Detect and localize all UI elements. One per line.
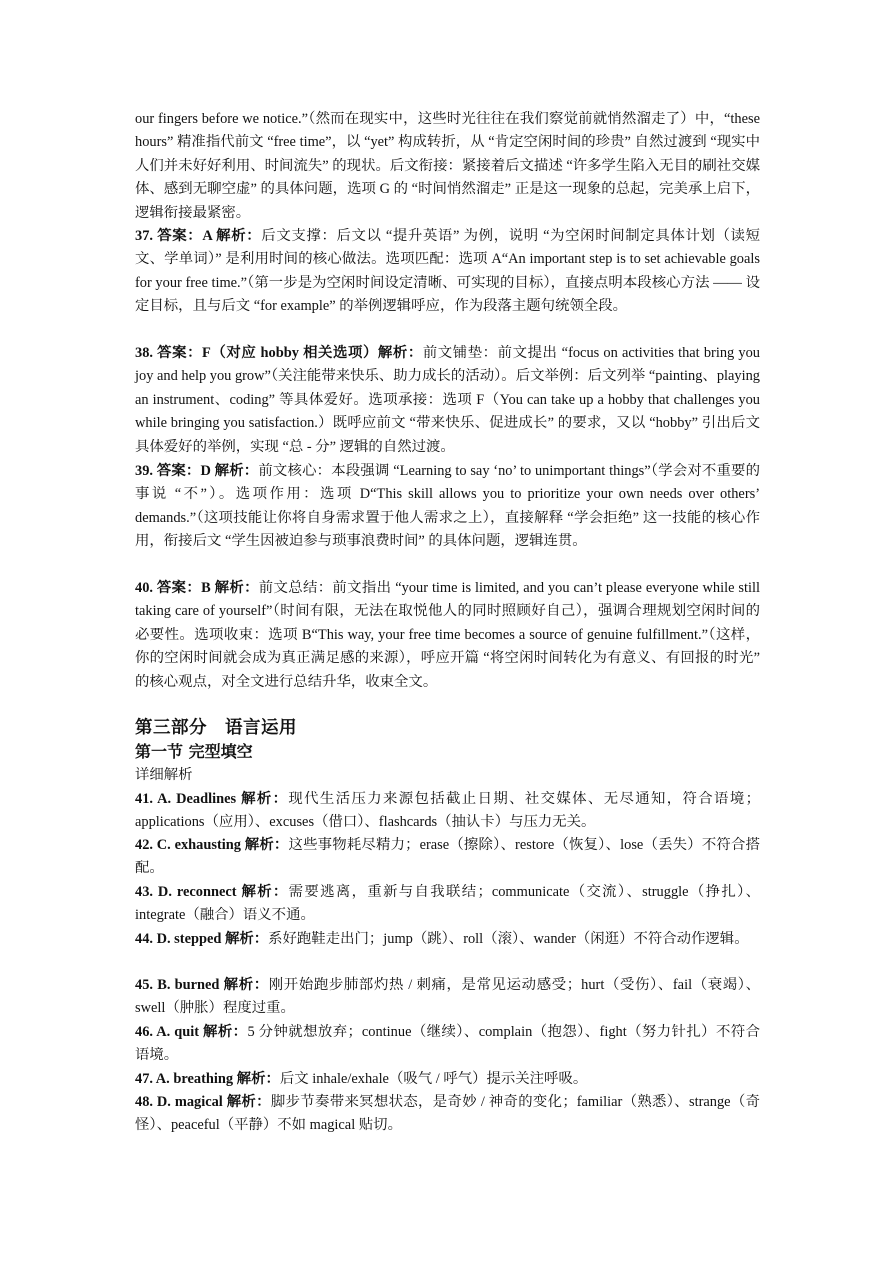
answer-48-body: 脚步节奏带来冥想状态，是奇妙 / 神奇的变化；familiar（熟悉）、strange（奇怪）、peaceful（平静）不如 magical 贴切。: [135, 1094, 760, 1134]
answer-43-body: 需要逃离，重新与自我联结；communicate（交流）、struggle（挣扎）、integrate（融合）语义不通。: [135, 884, 760, 924]
answer-41: [135, 788, 760, 835]
answer-39-head: 39. 答案：D 解析：: [135, 463, 259, 479]
section-subtitle: 详细解析: [135, 767, 193, 783]
answer-45-head: 45. B. burned 解析：: [135, 977, 269, 993]
answer-40-body: 前文总结：前文指出 “your time is limited, and you can’t please everyone while still taking care of yourself”（时间有限，无法在取悦他人的同时照顾好自己），强调合理规划空闲时间的必要性。选项收束：选项 B“This way, your free time becomes a source of genuine fulfillment.”（这样，你的空闲时间就会成为真正满足感的来源），呼应开篇 “将空闲时间转化为有意义、有回报的时光” 的核心观点，对全文进行总结升华，收束全文。: [135, 580, 760, 690]
answer-46: [135, 1021, 760, 1068]
answer-43: [135, 881, 760, 928]
answer-46-head: 46. A. quit 解析：: [135, 1024, 248, 1040]
answer-45: [135, 974, 760, 1021]
answer-42: [135, 834, 760, 881]
section-title: 第一节 完型填空: [135, 742, 253, 761]
answer-37: [135, 225, 760, 319]
answer-41-head: 41. A. Deadlines 解析：: [135, 791, 289, 807]
answer-41-body: 现代生活压力来源包括截止日期、社交媒体、无尽通知，符合语境；applications（应用）、excuses（借口）、flashcards（抽认卡）与压力无关。: [135, 791, 760, 831]
answer-46-body: 5 分钟就想放弃；continue（继续）、complain（抱怨）、fight（努力针扎）不符合语境。: [135, 1024, 760, 1064]
continuation-paragraph: [135, 108, 760, 225]
answer-38-head: 38. 答案：F（对应 hobby 相关选项）解析：: [135, 345, 423, 361]
answer-38-body: 前文铺垫：前文提出 “focus on activities that bring you joy and help you grow”（关注能带来快乐、助力成长的活动）。后文举例：后文列举 “painting、playing an instrument、coding” 等具体爱好。选项承接：选项 F（You can take up a hobby that challenges you while bringing you satisfaction.）既呼应前文 “带来快乐、促进成长” 的要求，又以 “hobby” 引出后文具体爱好的举例，实现 “总 - 分” 逻辑的自然过渡。: [135, 345, 760, 455]
answer-42-body: 这些事物耗尽精力；erase（擦除）、restore（恢复）、lose（丢失）不符合搭配。: [135, 837, 760, 877]
continuation-text: our fingers before we notice.”（然而在现实中，这些时光往往在我们察觉前就悄然溜走了）中，“these hours” 精准指代前文 “free time”，以 “yet” 构成转折，从 “肯定空闲时间的珍贵” 自然过渡到 “现实中人们并未好好利用、时间流失” 的现状。后文衔接：紧接着后文描述 “许多学生陷入无目的刷社交媒体、感到无聊空虚” 的具体问题，选项 G 的 “时间悄然溜走” 正是这一现象的总起，完美承上启下，逻辑衔接最紧密。: [135, 111, 760, 221]
answer-44: [135, 928, 760, 951]
answer-37-head: 37. 答案：A 解析：: [135, 228, 262, 244]
answer-47: [135, 1068, 760, 1091]
answer-47-body: 后文 inhale/exhale（吸气 / 呼气）提示关注呼吸。: [279, 1071, 588, 1087]
answer-48-head: 48. D. magical 解析：: [135, 1094, 271, 1110]
answer-39-body: 前文核心：本段强调 “Learning to say ‘no’ to unimportant things”（学会对不重要的事说 “不”）。选项作用：选项 D“This skill allows you to prioritize your own needs over others’ demands.”（这项技能让你将自身需求置于他人需求之上），直接解释 “学会拒绝” 这一技能的核心作用，衔接后文 “学生因被迫参与琐事浪费时间” 的具体问题，逻辑连贯。: [135, 463, 760, 550]
answer-42-head: 42. C. exhausting 解析：: [135, 837, 289, 853]
answer-44-body: 系好跑鞋走出门；jump（跳）、roll（滚）、wander（闲逛）不符合动作逻辑。: [268, 931, 749, 947]
answer-38: [135, 342, 760, 459]
answer-44-head: 44. D. stepped 解析：: [135, 931, 269, 947]
answer-39: [135, 460, 760, 554]
part-title: 第三部分 语言运用: [135, 718, 297, 738]
answer-45-body: 刚开始跑步肺部灼热 / 刺痛，是常见运动感受；hurt（受伤）、fail（衰竭）、swell（肿胀）程度过重。: [135, 977, 761, 1017]
answer-47-head: 47. A. breathing 解析：: [135, 1071, 280, 1087]
answer-37-body: 后文支撑：后文以 “提升英语” 为例，说明 “为空闲时间制定具体计划（读短文、学单词）” 是利用时间的核心做法。选项匹配：选项 A“An important step is to set achievable goals for your free time.”（第一步是为空闲时间设定清晰、可实现的目标），直接点明本段核心方法 —— 设定目标，且与后文 “for example” 的举例逻辑呼应，作为段落主题句统领全段。: [135, 228, 760, 315]
answer-43-head: 43. D. reconnect 解析：: [135, 884, 289, 900]
answer-40: [135, 577, 760, 694]
answer-40-head: 40. 答案：B 解析：: [135, 580, 259, 596]
answer-48: [135, 1091, 760, 1138]
